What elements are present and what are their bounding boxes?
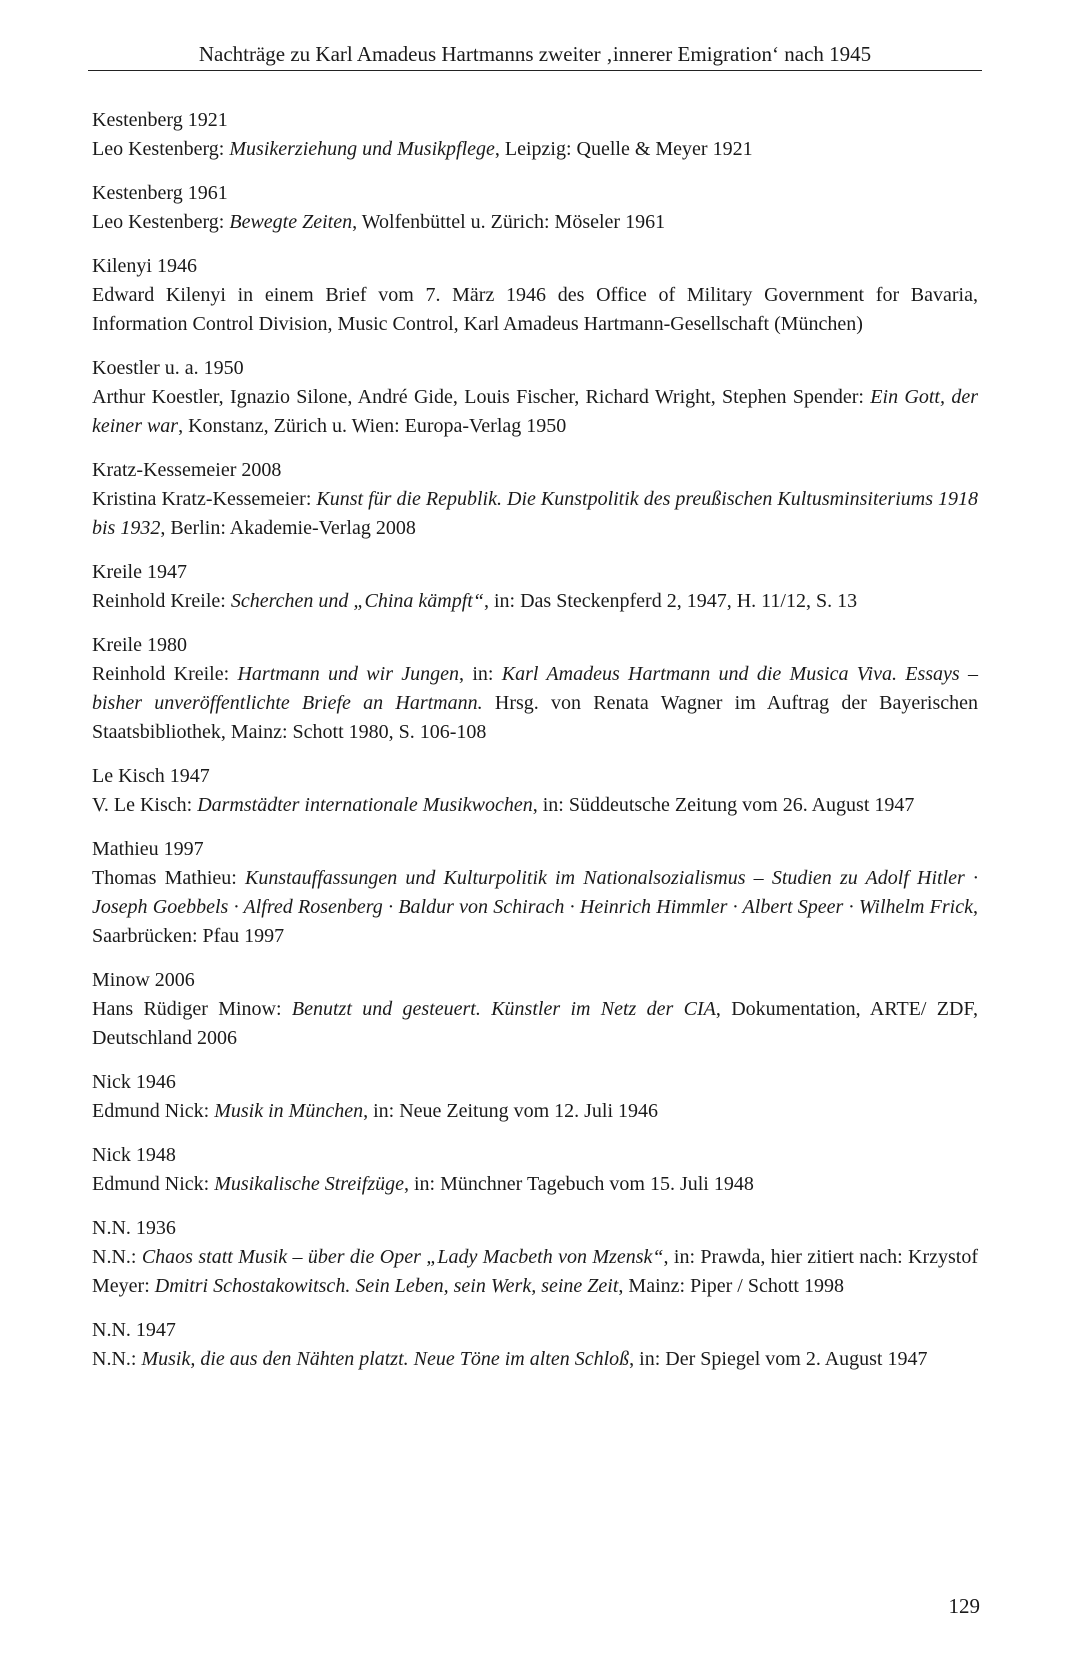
citation-title: Musik in München xyxy=(214,1100,364,1122)
entry-key: Le Kisch 1947 xyxy=(92,765,210,787)
entry-citation xyxy=(92,281,978,339)
entry-citation xyxy=(92,791,978,820)
bibliography-entry xyxy=(92,179,978,237)
entry-key: Kratz-Kessemeier 2008 xyxy=(92,459,282,481)
bibliography-entry xyxy=(92,1316,978,1374)
bibliography-entry xyxy=(92,456,978,543)
citation-text: Leo Kestenberg: xyxy=(92,211,230,233)
entry-key: Mathieu 1997 xyxy=(92,838,204,860)
entry-key: Kreile 1980 xyxy=(92,634,187,656)
citation-text: Hrsg. von Renata Wagner im Auftrag der Bayerischen Staatsbibliothek, Mainz: Schott 1980, S. 106-108 xyxy=(92,692,978,743)
bibliography-entry xyxy=(92,558,978,616)
citation-text: Reinhold Kreile: xyxy=(92,590,231,612)
entry-key: Nick 1948 xyxy=(92,1144,176,1166)
entry-key: N.N. 1936 xyxy=(92,1217,176,1239)
citation-text: , Mainz: Piper / Schott 1998 xyxy=(618,1275,844,1297)
entry-citation xyxy=(92,1170,978,1199)
entry-key: Kilenyi 1946 xyxy=(92,255,197,277)
bibliography-list xyxy=(92,106,978,1389)
bibliography-entry xyxy=(92,1214,978,1301)
citation-title: Chaos statt Musik – über die Oper „Lady Macbeth von Mzensk“ xyxy=(141,1246,664,1268)
entry-citation xyxy=(92,1097,978,1126)
entry-key: Kreile 1947 xyxy=(92,561,187,583)
citation-text: V. Le Kisch: xyxy=(92,794,198,816)
citation-text: N.N.: xyxy=(92,1348,142,1370)
citation-text: Edward Kilenyi in einem Brief vom 7. März 1946 des Office of Military Government for Bavaria, Information Control Division, Music Control, Karl Amadeus Hartmann-Gesellschaft (München) xyxy=(92,284,978,335)
citation-title: Musikerziehung und Musikpflege xyxy=(229,138,495,160)
citation-title: Karl Amadeus Hartmann und die Musica Viva. Essays – bisher unveröffentlichte Briefe an Hartmann. xyxy=(92,663,978,714)
entry-key: N.N. 1947 xyxy=(92,1319,176,1341)
citation-text: , Dokumentation, ARTE/ ZDF, Deutschland 2006 xyxy=(92,998,978,1049)
citation-text: , Leipzig: Quelle & Meyer 1921 xyxy=(494,138,753,160)
entry-citation xyxy=(92,383,978,441)
entry-key: Kestenberg 1961 xyxy=(92,182,228,204)
bibliography-entry xyxy=(92,354,978,441)
bibliography-entry xyxy=(92,966,978,1053)
citation-title: Darmstädter internationale Musikwochen xyxy=(197,794,533,816)
citation-title: Ein Gott, der keiner war xyxy=(92,386,978,437)
header-rule xyxy=(88,70,982,71)
citation-title: Benutzt und gesteuert. Künstler im Netz der CIA xyxy=(291,998,716,1020)
citation-text: , in: Das Steckenpferd 2, 1947, H. 11/12, S. 13 xyxy=(483,590,858,612)
entry-citation xyxy=(92,135,978,164)
citation-title: Hartmann und wir Jungen xyxy=(237,663,460,685)
entry-citation xyxy=(92,208,978,237)
bibliography-entry xyxy=(92,835,978,951)
citation-text: , in: Münchner Tagebuch vom 15. Juli 1948 xyxy=(404,1173,754,1195)
citation-text: , Berlin: Akademie-Verlag 2008 xyxy=(160,517,416,539)
citation-text: Hans Rüdiger Minow: xyxy=(92,998,292,1020)
citation-text: Thomas Mathieu: xyxy=(92,867,245,889)
entry-citation xyxy=(92,864,978,951)
citation-title: Musikalische Streifzüge xyxy=(214,1173,404,1195)
citation-text: , Konstanz, Zürich u. Wien: Europa-Verlag 1950 xyxy=(178,415,567,437)
entry-key: Kestenberg 1921 xyxy=(92,109,228,131)
entry-key: Koestler u. a. 1950 xyxy=(92,357,244,379)
entry-citation xyxy=(92,1345,978,1374)
citation-text: , in: xyxy=(459,663,502,685)
entry-citation xyxy=(92,485,978,543)
citation-text: Kristina Kratz-Kessemeier: xyxy=(92,488,317,510)
citation-text: N.N.: xyxy=(92,1246,142,1268)
citation-text: , in: Der Spiegel vom 2. August 1947 xyxy=(629,1348,928,1370)
citation-text: Leo Kestenberg: xyxy=(92,138,230,160)
entry-key: Minow 2006 xyxy=(92,969,195,991)
citation-title: Bewegte Zeiten xyxy=(229,211,353,233)
entry-citation xyxy=(92,1243,978,1301)
bibliography-entry xyxy=(92,106,978,164)
bibliography-entry xyxy=(92,631,978,747)
citation-text: , in: Süddeutsche Zeitung vom 26. August 1947 xyxy=(532,794,915,816)
citation-title: Kunst für die Republik. Die Kunstpolitik des preußischen Kultusminsiteriums 1918 bis 1932 xyxy=(92,488,978,539)
citation-text: , Wolfenbüttel u. Zürich: Möseler 1961 xyxy=(352,211,666,233)
bibliography-entry xyxy=(92,762,978,820)
citation-title: Musik, die aus den Nähten platzt. Neue Töne im alten Schloß xyxy=(141,1348,630,1370)
entry-key: Nick 1946 xyxy=(92,1071,176,1093)
running-head: Nachträge zu Karl Amadeus Hartmanns zweiter ‚innerer Emigration‘ nach 1945 xyxy=(198,42,872,66)
citation-text: Reinhold Kreile: xyxy=(92,663,238,685)
bibliography-entry xyxy=(92,1068,978,1126)
entry-citation xyxy=(92,587,978,616)
entry-citation xyxy=(92,995,978,1053)
page-number: 129 xyxy=(948,1594,980,1618)
entry-citation xyxy=(92,660,978,747)
citation-title: Scherchen und „China kämpft“ xyxy=(230,590,484,612)
citation-text: , in: Neue Zeitung vom 12. Juli 1946 xyxy=(363,1100,659,1122)
bibliography-entry xyxy=(92,252,978,339)
citation-text: Edmund Nick: xyxy=(92,1100,215,1122)
citation-text: Edmund Nick: xyxy=(92,1173,215,1195)
bibliography-entry xyxy=(92,1141,978,1199)
citation-text: , in: Prawda, hier zitiert nach: Krzystof Meyer: xyxy=(92,1246,978,1297)
citation-text: , Saarbrücken: Pfau 1997 xyxy=(92,896,978,947)
citation-text: Arthur Koestler, Ignazio Silone, André Gide, Louis Fischer, Richard Wright, Stephen Spender: xyxy=(92,386,871,408)
citation-title: Dmitri Schostakowitsch. Sein Leben, sein Werk, seine Zeit xyxy=(154,1275,619,1297)
citation-title: Kunstauffassungen und Kulturpolitik im Nationalsozialismus – Studien zu Adolf Hitler · Joseph Goebbels · Alfred Rosenberg · Baldur von Schirach · Heinrich Himmler · Albert Speer · Wilhelm Frick xyxy=(92,867,978,918)
